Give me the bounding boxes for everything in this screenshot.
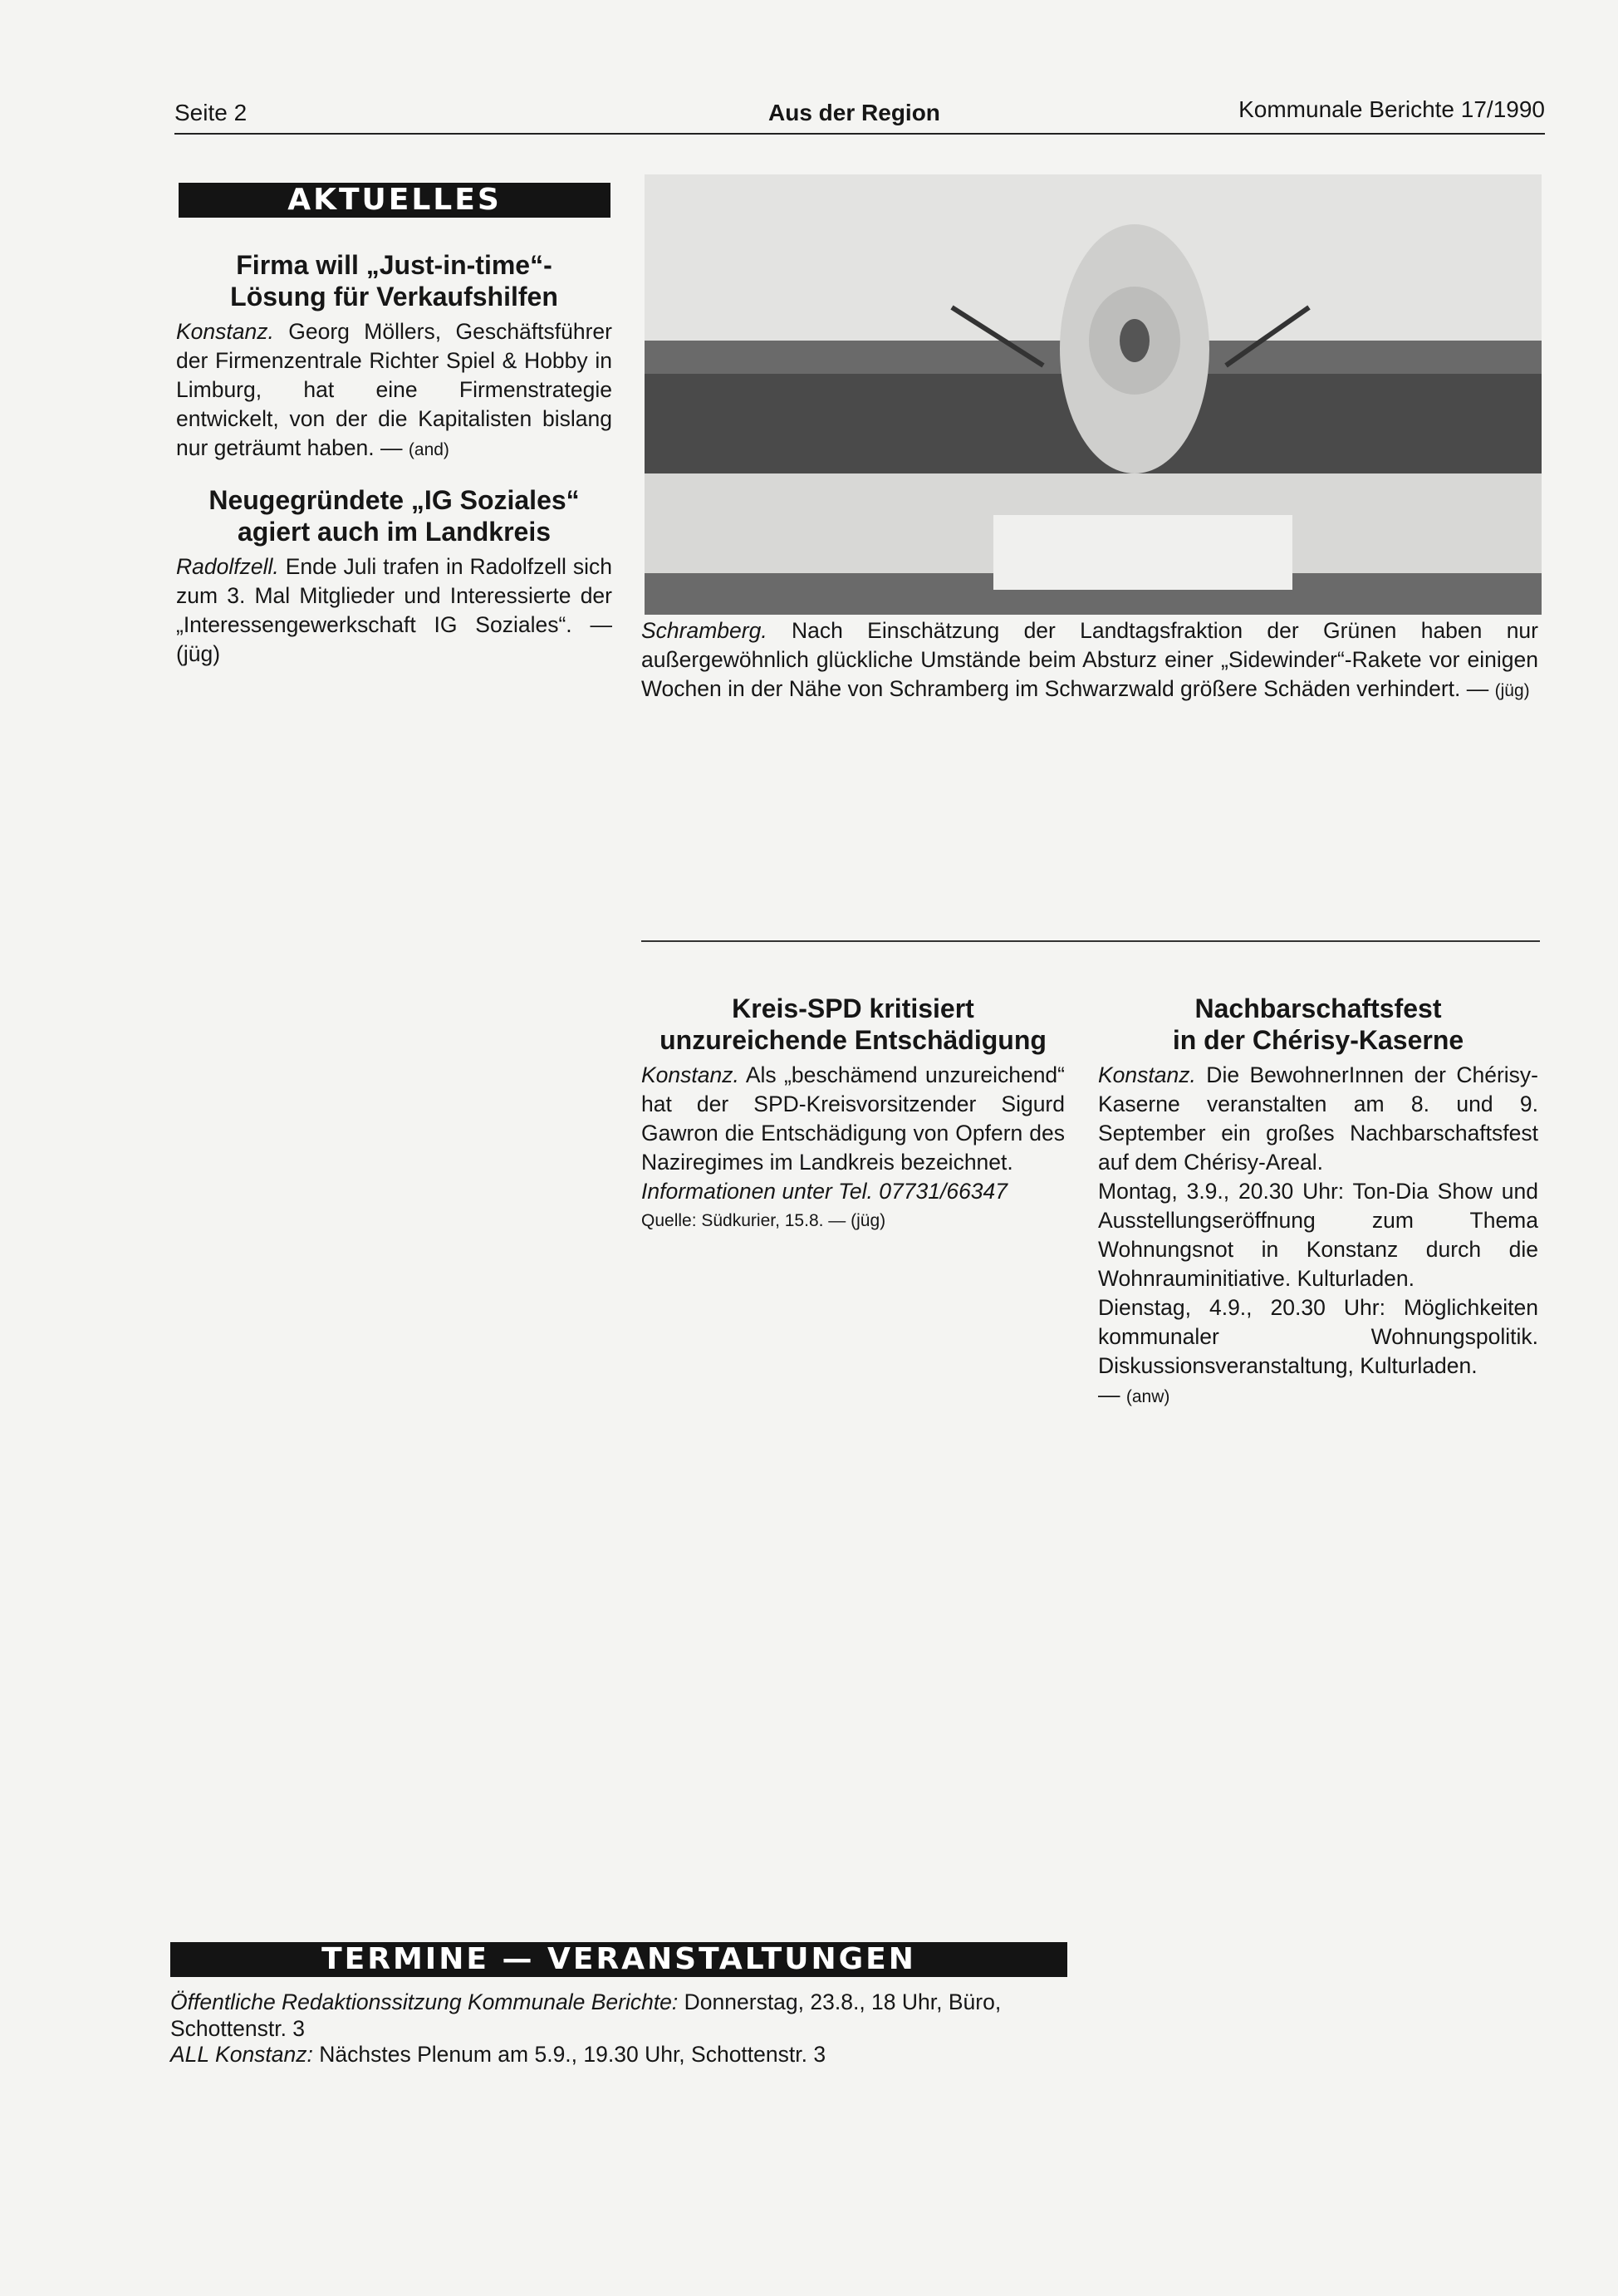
termine-banner [170,1942,1067,1977]
page-number: Seite 2 [174,100,248,125]
article-title [641,993,1065,1056]
termine-list [170,1989,1076,2068]
article-body: Radolfzell. Ende Juli trafen in Radolfzell sich zum 3. Mal Mitglieder und Interessierte der „Interessengewerkschaft IG Soziales“. — (jüg) [176,554,612,666]
termine-item [170,2042,1076,2068]
source-line: Quelle: Südkurier, 15.8. — (jüg) [641,1211,886,1230]
right-column [1098,993,1538,1411]
article-title-line: Lösung für Verkaufshilfen [230,282,558,312]
dateline: Konstanz. [176,319,274,344]
article-body [641,1061,1065,1177]
article-title-line: in der Chérisy-Kaserne [1172,1025,1464,1055]
left-column [176,249,612,669]
info-line: Informationen unter Tel. 07731/66347 [641,1179,1008,1204]
article-footer: — (anw) [1098,1382,1170,1407]
author-signature: (anw) [1125,1387,1170,1406]
termine-label: ALL Konstanz: [170,2042,313,2067]
photo-caption [641,616,1538,705]
program-item: Dienstag, 4.9., 20.30 Uhr: Möglichkeiten kommunaler Wohnungspolitik. Diskussionsveranstaltung, Kulturladen. [1098,1295,1538,1378]
section-title: Aus der Region [768,100,940,125]
article-text: Die BewohnerInnen der Chérisy-Kaserne veranstalten am 8. und 9. September ein großes Nachbarschaftsfest auf dem Chérisy-Areal. [1098,1062,1538,1175]
article-text: Georg Möllers, Geschäftsführer der Firmenzentrale Richter Spiel & Hobby in Limburg, hat eine Firmenstrategie entwickelt, von der die Kapitalisten bislang nur geträumt haben. [176,319,612,460]
termine-item [170,1989,1076,2042]
aktuelles-banner [179,183,610,218]
dateline: Konstanz. [1098,1062,1196,1087]
middle-column [641,993,1065,1235]
article-title [176,249,612,312]
article-title-line: agiert auch im Landkreis [237,517,551,547]
article-title-line: Kreis-SPD kritisiert [732,993,974,1023]
article-title-line: unzureichende Entschädigung [659,1025,1047,1055]
article-title [1098,993,1538,1056]
article-title-line: Firma will „Just-in-time“- [236,250,552,280]
author-signature: (jüg) [1494,681,1530,700]
article-title [176,484,612,547]
caption-text: Nach Einschätzung der Landtagsfraktion der Grünen haben nur außergewöhnlich glückliche Umstände beim Absturz einer „Sidewinder“-Rakete vor einigen Wochen in der Nähe von Schramberg im Schwarzwald größere Schäden verhindert. [641,618,1538,701]
news-photo [645,174,1542,615]
article-title-line: Nachbarschaftsfest [1194,993,1442,1023]
dateline: Schramberg. [641,618,767,643]
page-header [174,93,1545,135]
article-text: Ende Juli trafen in Radolfzell sich zum 3. Mal Mitglieder und Interessierte der „Interessengewerkschaft IG Soziales“. [176,554,612,637]
rocket-photo-sketch [645,174,1542,615]
dateline: Konstanz. [641,1062,739,1087]
issue-label: Kommunale Berichte 17/1990 [1238,96,1545,122]
aktuelles-banner-text: AKTUELLES [287,183,502,217]
article-body: Konstanz. Georg Möllers, Geschäftsführer der Firmenzentrale Richter Spiel & Hobby in Limburg, hat eine Firmenstrategie entwickelt, von der die Kapitalisten bislang nur geträumt haben. — (and) [176,319,612,460]
termine-text: Donnerstag, 23.8., 18 Uhr, Büro, Schottenstr. 3 [170,1989,1002,2041]
author-signature: (and) [408,440,449,459]
caption-body: Schramberg. Nach Einschätzung der Landtagsfraktion der Grünen haben nur außergewöhnlich glückliche Umstände beim Absturz einer „Sidewinder“-Rakete vor einigen Wochen in der Nähe von Schramberg im Schwarzwald größere Schäden verhindert. — (jüg) [641,618,1538,701]
article-body [1098,1061,1538,1177]
program-item: Montag, 3.9., 20.30 Uhr: Ton-Dia Show und Ausstellungseröffnung zum Thema Wohnungsnot in Konstanz durch die Wohnrauminitiative. Kulturladen. [1098,1179,1538,1291]
termine-text: Nächstes Plenum am 5.9., 19.30 Uhr, Schottenstr. 3 [312,2042,826,2067]
author-signature: (jüg) [176,641,221,666]
article-text: Als „beschämend unzureichend“ hat der SPD-Kreisvorsitzender Sigurd Gawron die Entschädigung von Opfern des Naziregimes im Landkreis bezeichnet. [641,1062,1065,1175]
dateline: Radolfzell. [176,554,279,579]
section-divider [641,940,1540,942]
termine-banner-text: TERMINE — VERANSTALTUNGEN [321,1942,916,1976]
termine-label: Öffentliche Redaktionssitzung Kommunale Berichte: [170,1989,679,2014]
article-title-line: Neugegründete „IG Soziales“ [208,485,580,515]
